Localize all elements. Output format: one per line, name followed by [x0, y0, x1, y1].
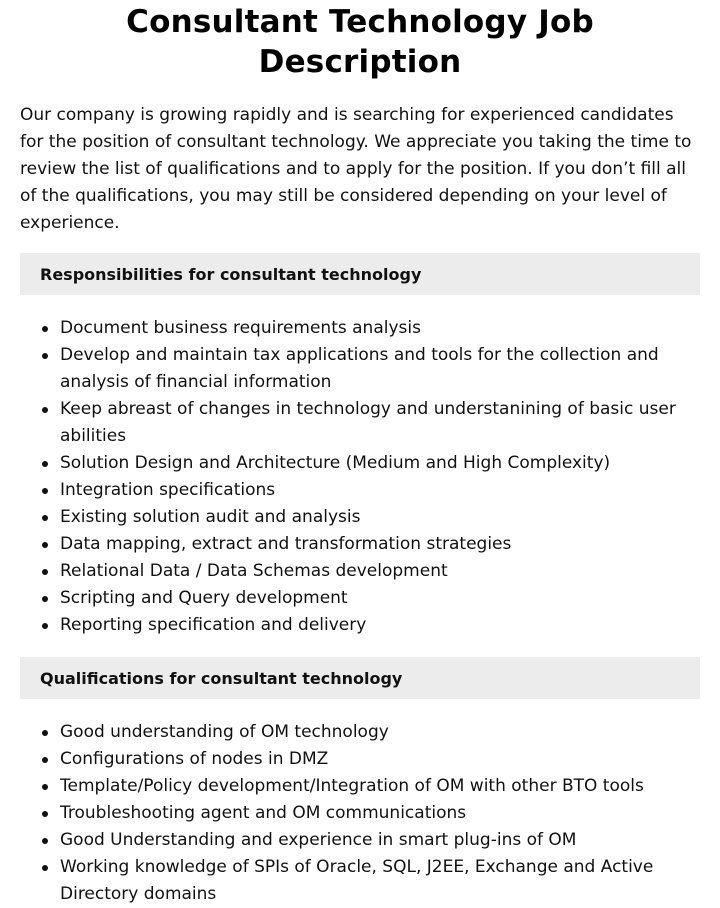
list-item: Relational Data / Data Schemas development — [60, 558, 700, 585]
qualifications-heading: Qualifications for consultant technology — [20, 657, 700, 699]
list-item: Good understanding of OM technology — [60, 719, 700, 746]
list-item: Integration specifications — [60, 477, 700, 504]
list-item: Develop and maintain tax applications and tools for the collection and analysis of financial information — [60, 342, 700, 396]
list-item: Document business requirements analysis — [60, 315, 700, 342]
list-item: Good Understanding and experience in smart plug-ins of OM — [60, 827, 700, 854]
list-item: Existing solution audit and analysis — [60, 504, 700, 531]
list-item: Troubleshooting agent and OM communications — [60, 800, 700, 827]
page-title: Consultant Technology Job Description — [126, 4, 594, 80]
list-item: Reporting specification and delivery — [60, 612, 700, 639]
list-item: Data mapping, extract and transformation strategies — [60, 531, 700, 558]
list-item: Scripting and Query development — [60, 585, 700, 612]
intro-paragraph: Our company is growing rapidly and is searching for experienced candidates for the position of consultant technology. We appreciate you taking the time to review the list of qualifications and to apply for the position. If you don’t fill all of the qualifications, you may still be considered depending on your level of experience. — [20, 105, 692, 233]
list-item: Template/Policy development/Integration of OM with other BTO tools — [60, 773, 700, 800]
responsibilities-list — [20, 315, 700, 639]
list-item: Configurations of nodes in DMZ — [60, 746, 700, 773]
qualifications-list — [20, 719, 700, 908]
list-item: Keep abreast of changes in technology and understanining of basic user abilities — [60, 396, 700, 450]
list-item: Solution Design and Architecture (Medium and High Complexity) — [60, 450, 700, 477]
list-item: Working knowledge of SPIs of Oracle, SQL, J2EE, Exchange and Active Directory domains — [60, 854, 700, 908]
responsibilities-heading: Responsibilities for consultant technology — [20, 253, 700, 295]
